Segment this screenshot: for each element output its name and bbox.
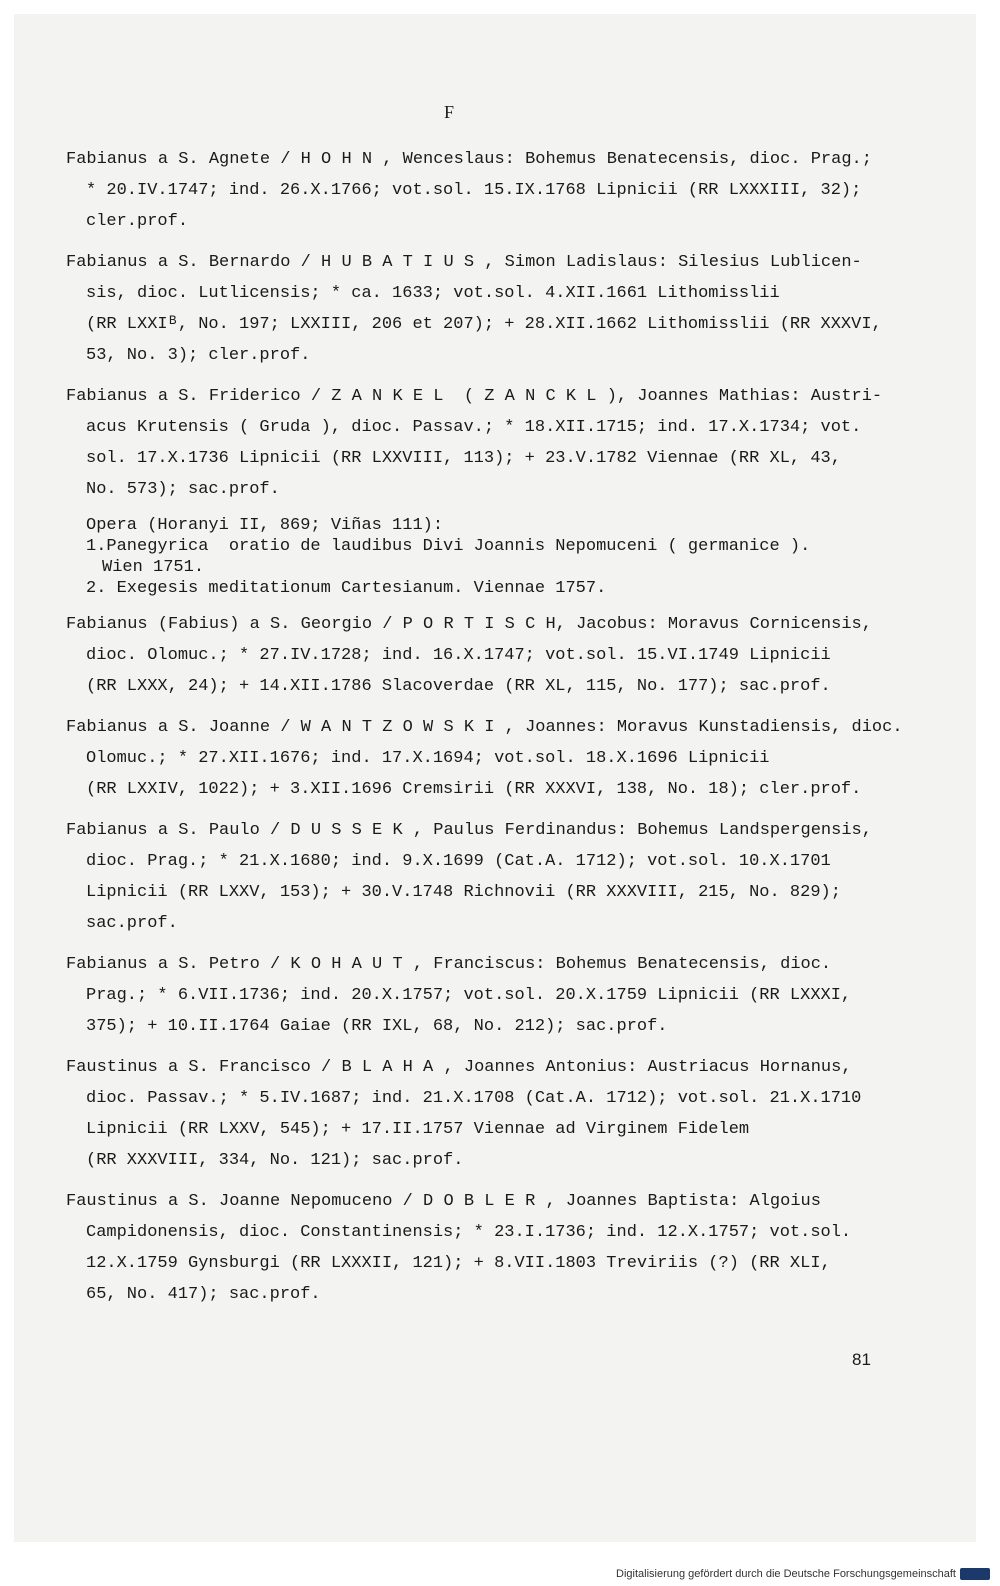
footer-text: Digitalisierung gefördert durch die Deutsche Forschungsgemeinschaft bbox=[616, 1568, 956, 1580]
entry-blaha bbox=[66, 1052, 926, 1176]
entry-line: 53, No. 3); cler.prof. bbox=[86, 346, 311, 365]
entry-line: sol. 17.X.1736 Lipnicii (RR LXXVIII, 113); + 23.V.1782 Viennae (RR XL, 43, bbox=[86, 449, 841, 468]
entry-hohn bbox=[66, 144, 926, 237]
scanned-page bbox=[14, 14, 976, 1542]
entry-line: dioc. Prag.; * 21.X.1680; ind. 9.X.1699 (Cat.A. 1712); vot.sol. 10.X.1701 bbox=[86, 852, 831, 871]
entry-line: 65, No. 417); sac.prof. bbox=[86, 1285, 321, 1304]
entry-line: sac.prof. bbox=[86, 914, 178, 933]
entry-line: Fabianus a S. Agnete / H O H N , Wenceslaus: Bohemus Benatecensis, dioc. Prag.; bbox=[66, 150, 872, 169]
entry-dussek bbox=[66, 815, 926, 939]
entry-line: * 20.IV.1747; ind. 26.X.1766; vot.sol. 15.IX.1768 Lipnicii (RR LXXXIII, 32); bbox=[86, 181, 862, 200]
entry-line: acus Krutensis ( Gruda ), dioc. Passav.; * 18.XII.1715; ind. 17.X.1734; vot. bbox=[86, 418, 862, 437]
entry-line: Fabianus a S. Friderico / Z A N K E L ( Z A N C K L ), Joannes Mathias: Austri- bbox=[66, 387, 883, 406]
entry-portisch bbox=[66, 609, 926, 702]
dfg-logo-icon bbox=[960, 1568, 990, 1580]
entry-line: 375); + 10.II.1764 Gaiae (RR IXL, 68, No. 212); sac.prof. bbox=[86, 1017, 668, 1036]
page-number: 81 bbox=[852, 1350, 871, 1369]
entry-wantzowski bbox=[66, 712, 926, 805]
entry-dobler bbox=[66, 1186, 926, 1310]
entry-line: (RR XXXVIII, 334, No. 121); sac.prof. bbox=[86, 1151, 464, 1170]
entry-line: Faustinus a S. Francisco / B L A H A , Joannes Antonius: Austriacus Hornanus, bbox=[66, 1058, 852, 1077]
entry-line: Fabianus (Fabius) a S. Georgio / P O R T I S C H, Jacobus: Moravus Cornicensis, bbox=[66, 615, 872, 634]
entry-line: Lipnicii (RR LXXV, 153); + 30.V.1748 Richnovii (RR XXXVIII, 215, No. 829); bbox=[86, 883, 841, 902]
entry-line: (RR LXXIV, 1022); + 3.XII.1696 Cremsirii (RR XXXVI, 138, No. 18); cler.prof. bbox=[86, 780, 862, 799]
entry-line: Fabianus a S. Bernardo / H U B A T I U S , Simon Ladislaus: Silesius Lublicen- bbox=[66, 253, 862, 272]
footer-credit bbox=[616, 1568, 990, 1580]
entry-line: Lipnicii (RR LXXV, 545); + 17.II.1757 Viennae ad Virginem Fidelem bbox=[86, 1120, 750, 1139]
opera-list bbox=[66, 515, 926, 599]
opera-item-continuation: Wien 1751. bbox=[102, 558, 205, 577]
entry-line: (RR LXXX, 24); + 14.XII.1786 Slacoverdae (RR XL, 115, No. 177); sac.prof. bbox=[86, 677, 831, 696]
opera-item: 2. Exegesis meditationum Cartesianum. Viennae 1757. bbox=[86, 579, 607, 598]
entry-zankel bbox=[66, 381, 926, 505]
opera-heading: Opera (Horanyi II, 869; Viñas 111): bbox=[86, 516, 444, 535]
entry-kohaut bbox=[66, 949, 926, 1042]
entry-line: cler.prof. bbox=[86, 212, 189, 231]
entry-line: sis, dioc. Lutlicensis; * ca. 1633; vot.sol. 4.XII.1661 Lithomisslii bbox=[86, 284, 780, 303]
entry-line: dioc. Passav.; * 5.IV.1687; ind. 21.X.1708 (Cat.A. 1712); vot.sol. 21.X.1710 bbox=[86, 1089, 862, 1108]
entry-line: Olomuc.; * 27.XII.1676; ind. 17.X.1694; vot.sol. 18.X.1696 Lipnicii bbox=[86, 749, 770, 768]
entry-line: Campidonensis, dioc. Constantinensis; * 23.I.1736; ind. 12.X.1757; vot.sol. bbox=[86, 1223, 852, 1242]
entry-hubatius bbox=[66, 247, 926, 371]
entry-line: dioc. Olomuc.; * 27.IV.1728; ind. 16.X.1747; vot.sol. 15.VI.1749 Lipnicii bbox=[86, 646, 831, 665]
entry-line: Prag.; * 6.VII.1736; ind. 20.X.1757; vot.sol. 20.X.1759 Lipnicii (RR LXXXI, bbox=[86, 986, 852, 1005]
entry-line: 12.X.1759 Gynsburgi (RR LXXXII, 121); + 8.VII.1803 Treviriis (?) (RR XLI, bbox=[86, 1254, 831, 1273]
opera-item: 1.Panegyrica oratio de laudibus Divi Joannis Nepomuceni ( germanice ). bbox=[86, 537, 811, 556]
entry-list bbox=[66, 144, 926, 1320]
entry-line: Fabianus a S. Paulo / D U S S E K , Paulus Ferdinandus: Bohemus Landspergensis, bbox=[66, 821, 872, 840]
section-letter: F bbox=[444, 102, 455, 122]
entry-line: Fabianus a S. Petro / K O H A U T , Franciscus: Bohemus Benatecensis, dioc. bbox=[66, 955, 832, 974]
entry-line: No. 573); sac.prof. bbox=[86, 480, 280, 499]
entry-line: (RR LXXIᴮ, No. 197; LXXIII, 206 et 207); + 28.XII.1662 Lithomisslii (RR XXXVI, bbox=[86, 315, 882, 334]
entry-line: Faustinus a S. Joanne Nepomuceno / D O B L E R , Joannes Baptista: Algoius bbox=[66, 1192, 821, 1211]
entry-line: Fabianus a S. Joanne / W A N T Z O W S K I , Joannes: Moravus Kunstadiensis, dioc. bbox=[66, 718, 903, 737]
